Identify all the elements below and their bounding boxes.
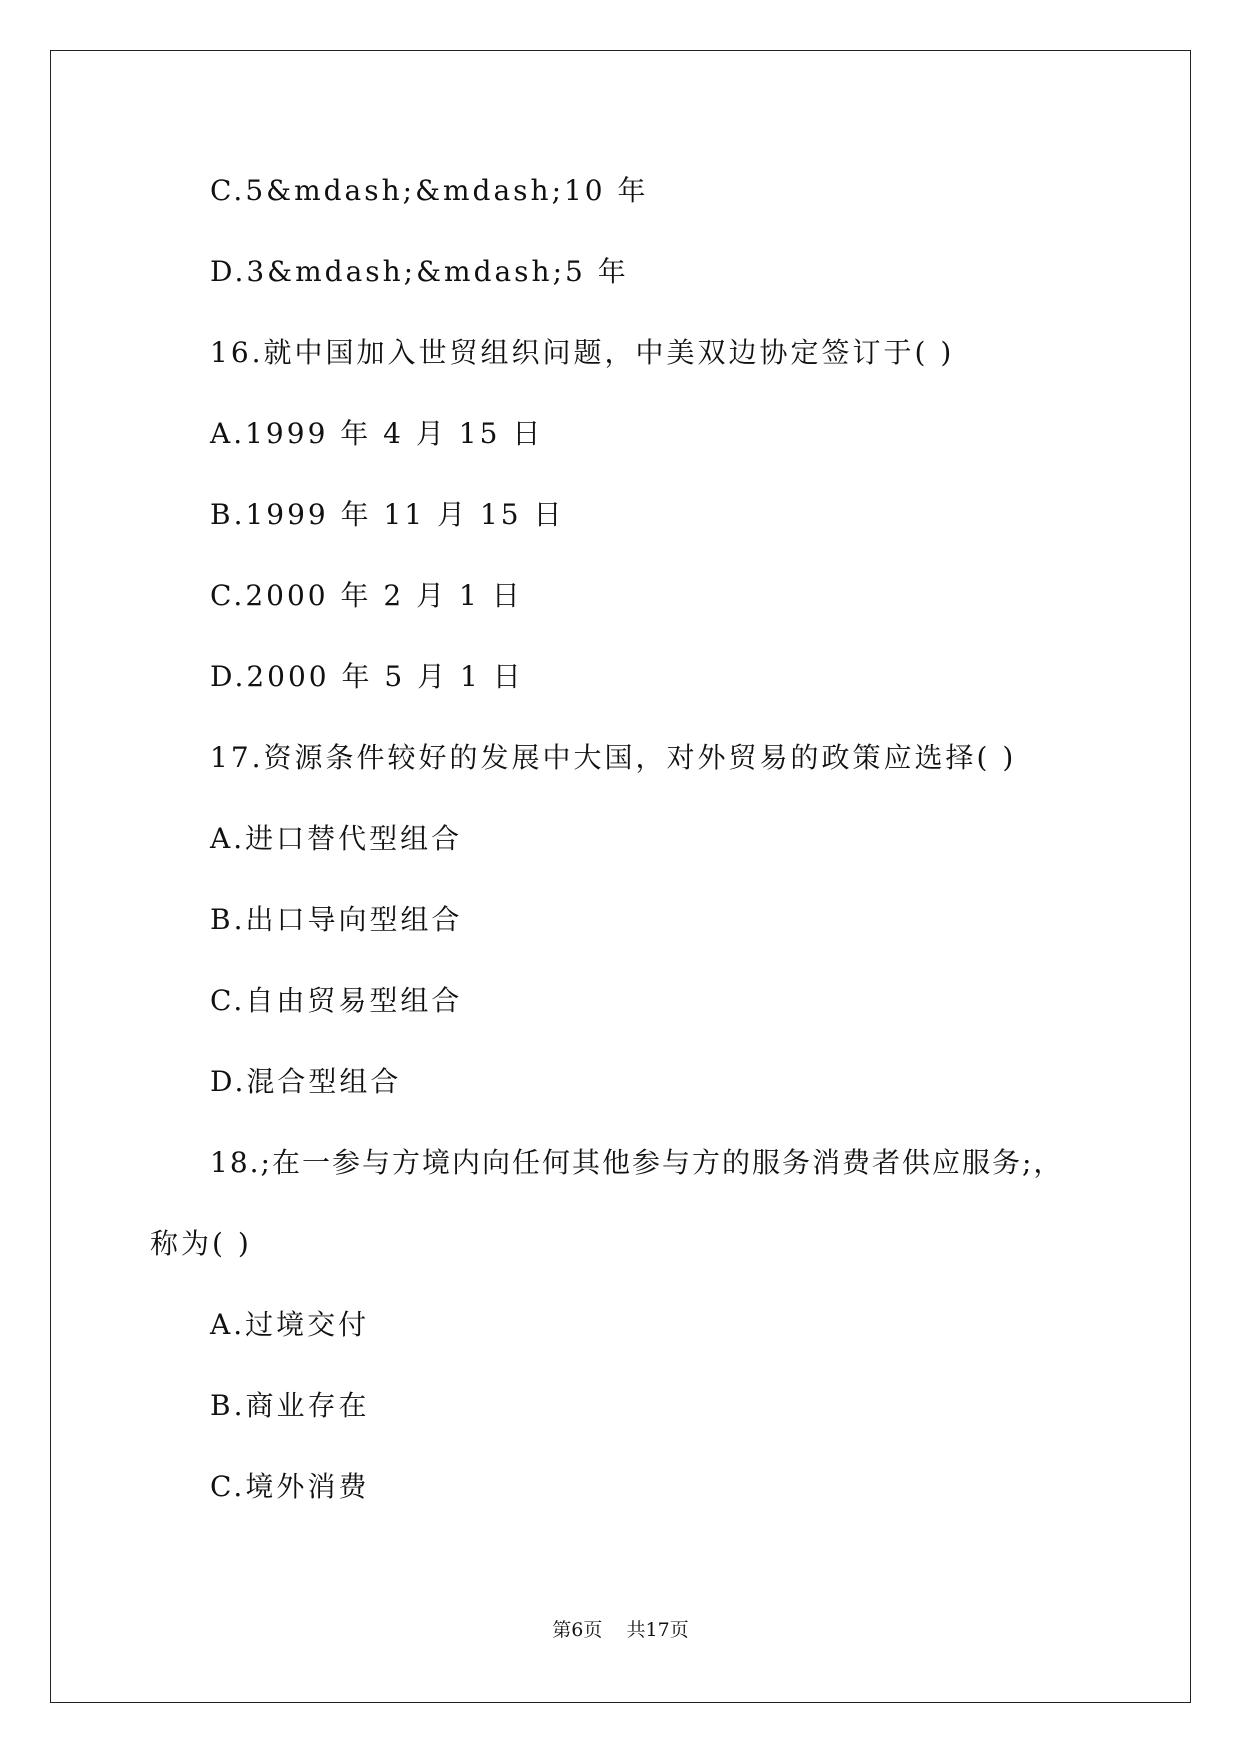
option-c-q17: C.自由贸易型组合 xyxy=(210,984,463,1017)
option-b-q16: B.1999 年 11 月 15 日 xyxy=(210,498,565,531)
footer-page-prefix: 第 xyxy=(552,1619,572,1641)
footer-page-number: 6 xyxy=(571,1619,584,1641)
option-c-q16: C.2000 年 2 月 1 日 xyxy=(210,579,523,612)
page-frame xyxy=(50,50,1191,1703)
option-a-q16: A.1999 年 4 月 15 日 xyxy=(210,417,544,450)
option-b-q17: B.出口导向型组合 xyxy=(210,903,463,936)
question-18: 18.;在一参与方境内向任何其他参与方的服务消费者供应服务;， xyxy=(210,1146,1064,1179)
footer-total-pages: 17 xyxy=(645,1619,670,1641)
footer-total-prefix: 共 xyxy=(626,1619,646,1641)
option-c-q15: C.5&mdash;&mdash;10 年 xyxy=(210,174,649,207)
question-16: 16.就中国加入世贸组织问题，中美双边协定签订于( ) xyxy=(210,336,955,369)
option-c-q18: C.境外消费 xyxy=(210,1470,370,1503)
page-footer xyxy=(0,1618,1241,1642)
question-18-continued: 称为( ) xyxy=(150,1227,252,1260)
option-a-q17: A.进口替代型组合 xyxy=(210,822,463,855)
footer-page-suffix: 页 xyxy=(583,1619,603,1641)
footer-total-suffix: 页 xyxy=(669,1619,689,1641)
option-a-q18: A.过境交付 xyxy=(210,1308,370,1341)
option-b-q18: B.商业存在 xyxy=(210,1389,370,1422)
question-17: 17.资源条件较好的发展中大国，对外贸易的政策应选择( ) xyxy=(210,741,1017,774)
option-d-q17: D.混合型组合 xyxy=(210,1065,402,1098)
option-d-q15: D.3&mdash;&mdash;5 年 xyxy=(210,255,629,288)
option-d-q16: D.2000 年 5 月 1 日 xyxy=(210,660,524,693)
